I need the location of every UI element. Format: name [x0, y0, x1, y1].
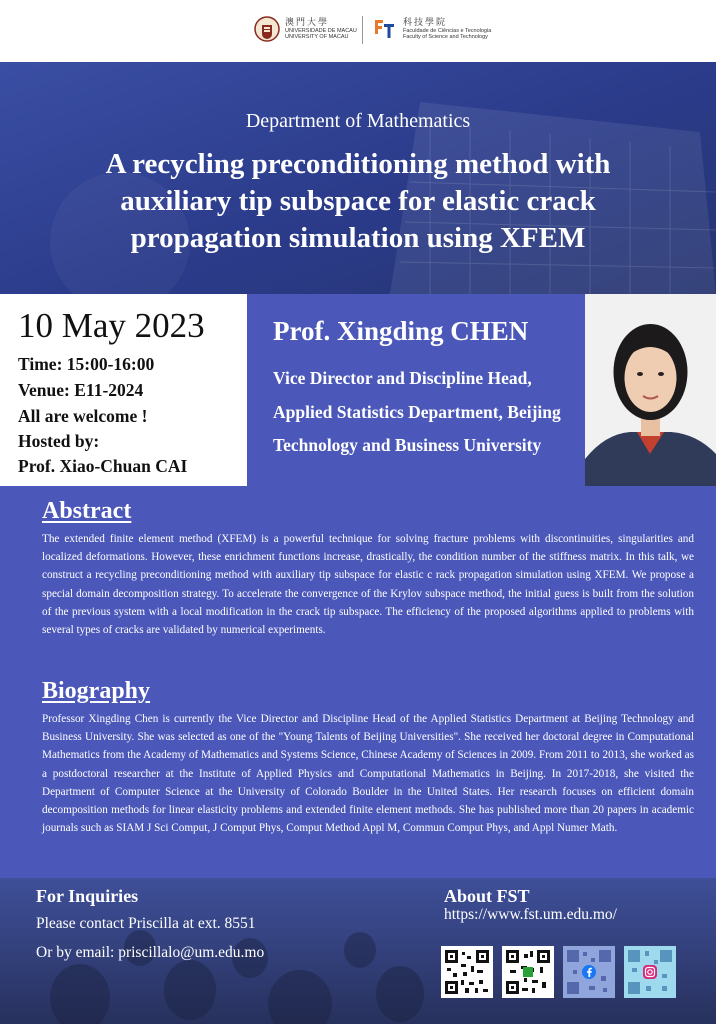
contact-extension: Please contact Priscilla at ext. 8551: [36, 915, 256, 932]
um-logo: [254, 16, 357, 42]
speaker-name: Prof. Xingding CHEN: [273, 316, 529, 346]
inquiries-heading: For Inquiries: [36, 886, 139, 906]
content-section: [0, 486, 716, 878]
event-date: 10 May 2023: [18, 306, 205, 345]
logo-bar: [0, 0, 716, 62]
fst-mark-icon: [372, 16, 398, 42]
biography-text: Professor Xingding Chen is currently the Vice Director and Discipline Head of the Applied Statistics Department at Beijing Technology and Business University. She was selected as one of the "Young Talents of Beijing Universities". She received her doctoral degree in Computational Mathematics from the Academy of Mathematics and Systems Science, Chinese Academy of Sciences in 2009. From 2011 to 2013, she worked as a postdoctoral researcher at the Institute of Applied Physics and Computational Mathematics in Beijing. In 2017-2018, she visited the Department of Computer Science at the University of Colorado Boulder in the United States. Her research focuses on efficient domain decomposition methods for linear elasticity problems and extended finite element methods. She has published more than 20 papers in academic journals such as SIAM J Sci Comput, J Comput Phys, Comput Method Appl M, Commun Comput Phys, and Appl Numer Math.: [42, 713, 694, 835]
hero-banner: [0, 62, 716, 294]
fst-portuguese-name: Faculdade de Ciências e Tecnologia: [403, 27, 492, 34]
event-time: Time: 15:00-16:00: [18, 354, 155, 374]
um-chinese-name: 澳門大學: [285, 17, 330, 28]
abstract-text: The extended finite element method (XFEM) is a powerful technique for solving fracture problems with discontinuities, singularities and localized deformations. However, these enrichment functions increase, drastically, the condition number of the stiffness matrix. In this talk, we construct a recycling preconditioning method with auxiliary tip subspace for elastic c rack propagation simulation using XFEM. We propose a special domain decomposition strategy. To accelerate the convergence of the Krylov subspace method, the initial guess is built from the solution of the previous system with a local modification in the crack tip subspace. The efficiency of the proposed algorithms applied to problems with several types of cracks are validated by numerical experiments.: [42, 533, 694, 637]
contact-email[interactable]: Or by email: priscillalo@um.edu.mo: [36, 944, 265, 961]
speaker-affiliation: Vice Director and Discipline Head, Applied Statistics Department, Beijing Technology and Business University: [273, 368, 561, 455]
um-portuguese-name: UNIVERSIDADE DE MACAU: [285, 27, 357, 34]
event-venue: Venue: E11-2024: [18, 380, 144, 400]
hosted-by-label: Hosted by:: [18, 431, 100, 451]
wechat-qr-icon[interactable]: [502, 946, 554, 998]
website-qr-icon[interactable]: [441, 946, 493, 998]
um-seal-icon: [254, 16, 280, 42]
footer: [0, 878, 716, 1024]
welcome-note: All are welcome !: [18, 406, 148, 426]
facebook-qr-icon[interactable]: [563, 946, 615, 998]
fst-chinese-name: 科技學院: [403, 17, 448, 28]
logo-divider: [362, 16, 363, 44]
speaker-photo: [585, 294, 716, 486]
fst-english-name: Faculty of Science and Technology: [403, 34, 488, 41]
speaker-panel: [247, 294, 716, 486]
host-name: Prof. Xiao-Chuan CAI: [18, 456, 188, 476]
talk-title: A recycling preconditioning method with auxiliary tip subspace for elastic crack propagation simulation using XFEM: [105, 148, 611, 254]
instagram-qr-icon[interactable]: [624, 946, 676, 998]
abstract-heading: Abstract: [42, 498, 132, 524]
speaker-portrait-image: [585, 294, 716, 486]
event-details-panel: [0, 294, 247, 486]
um-english-name: UNIVERSITY OF MACAU: [285, 34, 349, 41]
biography-heading: Biography: [42, 678, 151, 704]
fst-logo: [372, 16, 491, 42]
about-fst-heading: About FST: [444, 886, 530, 906]
department-name: Department of Mathematics: [245, 110, 471, 132]
fst-website-link[interactable]: https://www.fst.um.edu.mo/: [444, 906, 617, 923]
